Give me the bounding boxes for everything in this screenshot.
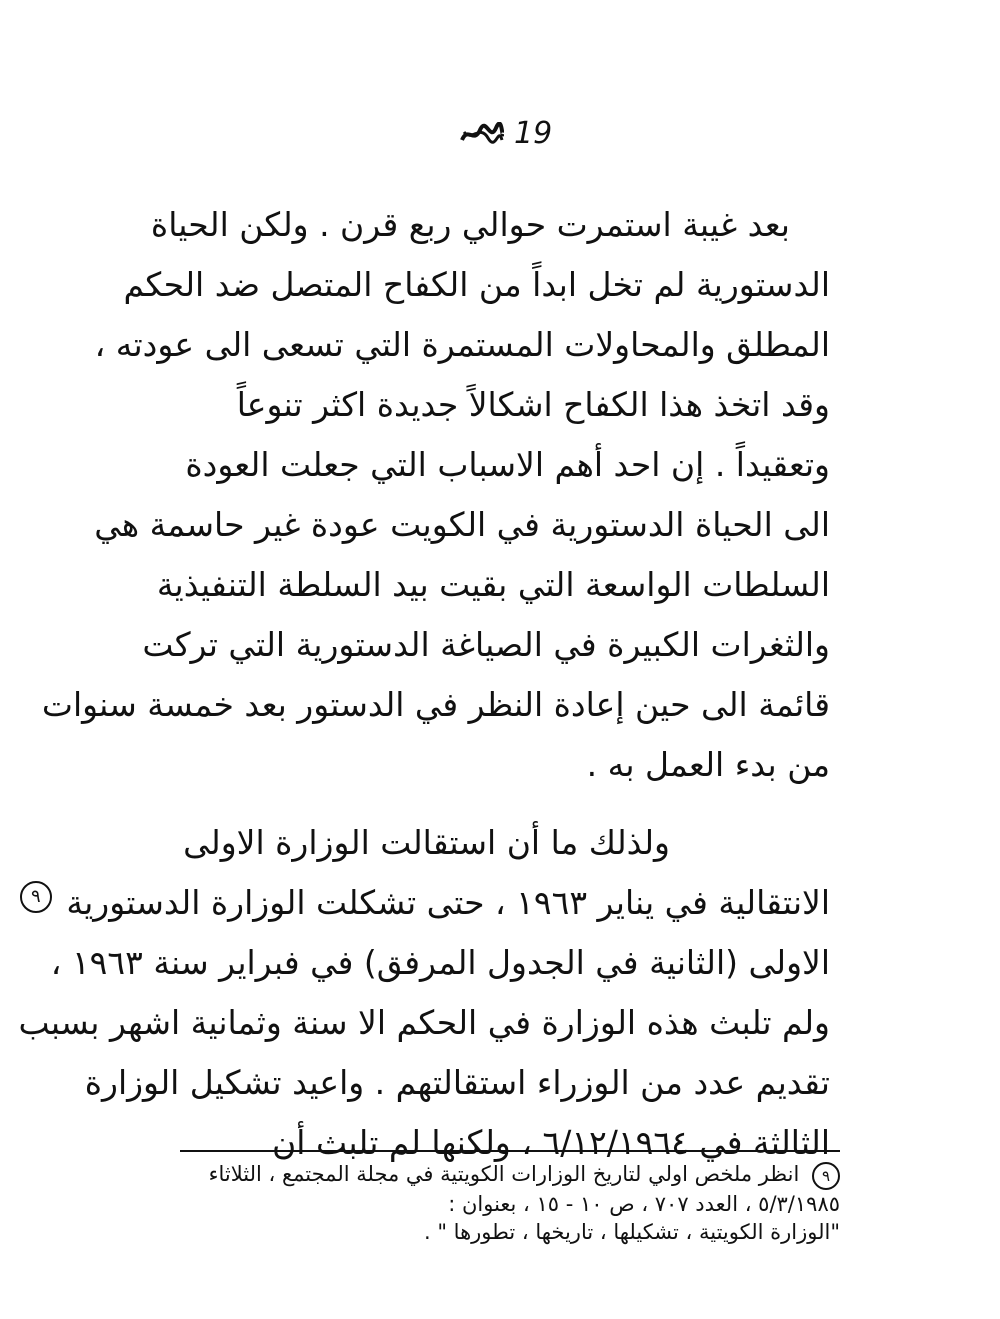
text-line: السلطات الواسعة التي بقيت بيد السلطة التنفيذية bbox=[156, 565, 830, 604]
text-line: الاولى (الثانية في الجدول المرفق) في فبراير سنة ١٩٦٣ ، bbox=[50, 943, 830, 982]
footnote-line: "الوزارة الكويتية ، تشكيلها ، تاريخها ، تطورها " . bbox=[423, 1220, 840, 1244]
text-line: المطلق والمحاولات المستمرة التي تسعى الى عودته ، bbox=[94, 325, 830, 364]
text-line: تقديم عدد من الوزراء استقالتهم . واعيد تشكيل الوزارة bbox=[84, 1063, 830, 1102]
text-line: وقد اتخذ هذا الكفاح اشكالاً جديدة اكثر تنوعاً bbox=[236, 385, 830, 424]
text-line: ولم تلبث هذه الوزارة في الحكم الا سنة وثمانية اشهر بسبب bbox=[18, 1003, 830, 1042]
text-line: بعد غيبة استمرت حوالي ربع قرن . ولكن الحياة bbox=[150, 205, 790, 244]
handwritten-body bbox=[18, 195, 830, 1173]
footnote bbox=[180, 1160, 840, 1246]
text-line: ولذلك ما أن استقالت الوزارة الاولى bbox=[183, 823, 670, 862]
footnote-reference-marker: ٩ bbox=[20, 881, 52, 913]
text-line: الدستورية لم تخل ابداً من الكفاح المتصل ضد الحكم bbox=[123, 265, 830, 304]
text-line: وتعقيداً . إن احد أهم الاسباب التي جعلت العودة bbox=[185, 445, 830, 484]
page-number: 19 bbox=[514, 116, 553, 151]
text-line: من بدء العمل به . bbox=[586, 745, 830, 784]
text-line-with-footnote bbox=[31, 873, 830, 933]
page-number-area bbox=[460, 112, 580, 156]
text-line: الانتقالية في يناير ١٩٦٣ ، حتى تشكلت الوزارة الدستورية bbox=[66, 883, 830, 922]
text-line: الى الحياة الدستورية في الكويت عودة غير حاسمة هي bbox=[94, 505, 830, 544]
text-line: الثالثة في ٦/١٢/١٩٦٤ ، ولكنها لم تلبث أن bbox=[272, 1123, 830, 1162]
text-line: والثغرات الكبيرة في الصياغة الدستورية التي تركت bbox=[142, 625, 830, 664]
paragraph-gap bbox=[110, 795, 830, 813]
footnote-divider bbox=[180, 1150, 840, 1152]
crossed-out-number-scribble-icon bbox=[460, 122, 504, 146]
text-line: قائمة الى حين إعادة النظر في الدستور بعد خمسة سنوات bbox=[41, 685, 830, 724]
footnote-marker: ٩ bbox=[812, 1162, 840, 1190]
footnote-line: ٥/٣/١٩٨٥ ، العدد ٧٠٧ ، ص ١٠ - ١٥ ، بعنوان : bbox=[448, 1192, 840, 1216]
footnote-line bbox=[180, 1160, 840, 1190]
footnote-text: انظر ملخص اولي لتاريخ الوزارات الكويتية في مجلة المجتمع ، الثلاثاء bbox=[208, 1162, 800, 1186]
